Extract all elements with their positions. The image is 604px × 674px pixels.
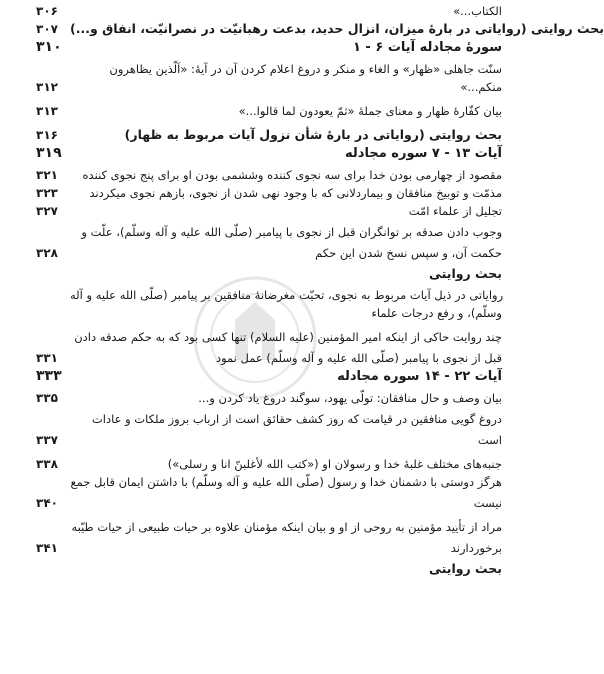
entry-text: بیان وصف و حال منافقان: تولّی یهود، سوگند دروغ یاد کردن و... (198, 391, 502, 405)
toc-entry (36, 475, 502, 489)
entry-text: نیست (473, 496, 502, 510)
section-heading (36, 40, 502, 55)
toc-entry (36, 186, 502, 200)
page-number: ۳۳۷ (36, 433, 58, 447)
toc-entry (36, 541, 502, 555)
entry-text: سورهٔ مجادله آیات ۶ - ۱ (352, 40, 502, 55)
page-number: ۳۱۲ (36, 80, 58, 94)
section-heading (36, 369, 502, 384)
page-number: ۳۲۳ (36, 186, 58, 200)
entry-text: بحث روایتی (429, 561, 502, 576)
entry-text: مذمّت و توبیخ منافقان و بیماردلانی که با وجود نهی شدن از نجوی، بازهم نجوی میکردند (89, 186, 502, 200)
toc-entry (36, 433, 502, 447)
entry-text: بحث روایتی (429, 266, 502, 281)
toc-entry (36, 351, 502, 365)
page-number: ۳۴۰ (36, 496, 58, 510)
toc-entry (36, 520, 502, 534)
entry-text: دروغ گویی منافقین در قیامت که روز کشف حقائق است از ارباب بروز ملکات و عادات (91, 412, 502, 426)
page-number: ۳۳۳ (36, 368, 62, 384)
entry-text: منکم...» (460, 80, 502, 94)
toc-entry (36, 128, 502, 142)
entry-text: حکمت آن، و سپس نسخ شدن این حکم (315, 246, 502, 260)
entry-text: چند روایت حاکی از اینکه امیر المؤمنین (علیه السلام) تنها کسی بود که به حکم صدقه دادن (74, 330, 502, 344)
section-heading (36, 146, 502, 161)
page-number: ۳۱۹ (36, 145, 62, 161)
entry-text: آیات ۱۳ - ۷ سوره مجادله (345, 146, 502, 161)
page-number: ۳۲۷ (36, 204, 58, 218)
toc-entry (36, 225, 502, 239)
toc-entry (36, 246, 502, 260)
page-number: ۳۴۱ (36, 541, 58, 555)
table-of-contents (36, 4, 604, 576)
page-number: ۳۱۰ (36, 39, 62, 55)
toc-entry (36, 457, 502, 471)
page-number: ۳۲۱ (36, 168, 58, 182)
entry-text: مراد از تأیید مؤمنین به روحی از او و بیان اینکه مؤمنان علاوه بر حیات طبیعی از حیات طیّبه (71, 520, 502, 534)
toc-entry (36, 306, 502, 320)
toc-entry (36, 330, 502, 344)
entry-text: وسلّم)، و رفع درجات علماء (371, 306, 502, 320)
toc-entry (36, 104, 502, 118)
entry-text: مقصود از چهارمی بودن خدا برای سه نجوی کننده وششمی بودن او برای پنج نجوی کننده (82, 168, 502, 182)
entry-text: قبل از نجوی با پیامبر (صلّی الله علیه و آله وسلّم) عمل نمود (215, 351, 502, 365)
toc-entry (36, 562, 502, 576)
toc-entry (36, 21, 604, 36)
entry-text: روایاتی در ذیل آیات مربوط به نجوی، تحیّت مغرضانهٔ منافقین بر پیامبر (صلّی الله علیه و آله (70, 288, 504, 302)
entry-text: وجوب دادن صدقه بر توانگران قبل از نجوی با پیامبر (صلّی الله علیه و آله وسلّم)، علّت و (81, 225, 502, 239)
page-number: ۳۰۶ (36, 4, 58, 18)
entry-text: سنّت جاهلی «ظهار» و الغاء و منکر و دروغ اعلام کردن آن در آیهٔ: «اَلّذین یظاهرون (109, 62, 502, 76)
toc-entry (36, 412, 502, 426)
entry-text: بیان کفّارهٔ ظهار و معنای جملهٔ «ثمّ یعودون لما قالوا...» (238, 104, 502, 118)
entry-text: است (477, 433, 502, 447)
toc-entry (36, 62, 502, 76)
entry-text: الکتاب...» (453, 4, 502, 18)
page-number: ۳۳۸ (36, 457, 58, 471)
page-number: ۳۳۵ (36, 391, 58, 405)
entry-text: هرگز دوستی با دشمنان خدا و رسول (صلّی الله علیه و آله وسلّم) با داشتن ایمان قابل جمع (70, 475, 502, 489)
entry-text: بحث روایتی (روایاتی در بارهٔ شأن نزول آیات مربوط به ظهار) (124, 127, 502, 142)
page-number: ۳۱۶ (36, 128, 58, 142)
entry-text: تجلیل از علماء امّت (408, 204, 502, 218)
toc-entry (36, 496, 502, 510)
toc-entry (36, 391, 502, 405)
toc-entry (36, 204, 502, 218)
toc-entry (36, 4, 502, 18)
entry-text: جنبه‌های مختلف غلبهٔ خدا و رسولان او («کتب الله لأغلبنّ انا و رسلی») (167, 457, 502, 471)
toc-entry (36, 168, 502, 182)
entry-text: آیات ۲۲ - ۱۴ سوره مجادله (337, 369, 502, 384)
toc-entry (36, 80, 502, 94)
page-number: ۳۲۸ (36, 246, 58, 260)
page-number: ۳۱۳ (36, 104, 58, 118)
page-number: ۳۳۱ (36, 351, 58, 365)
toc-entry (36, 267, 502, 281)
page-number: ۳۰۷ (36, 22, 58, 36)
entry-text: بحث روایتی (روایاتی در بارهٔ میزان، انزال حدید، بدعت رهبانیّت در نصرانیّت، انفاق و...) (70, 21, 604, 36)
entry-text: برخوردارند (450, 541, 502, 555)
toc-entry (36, 288, 502, 302)
